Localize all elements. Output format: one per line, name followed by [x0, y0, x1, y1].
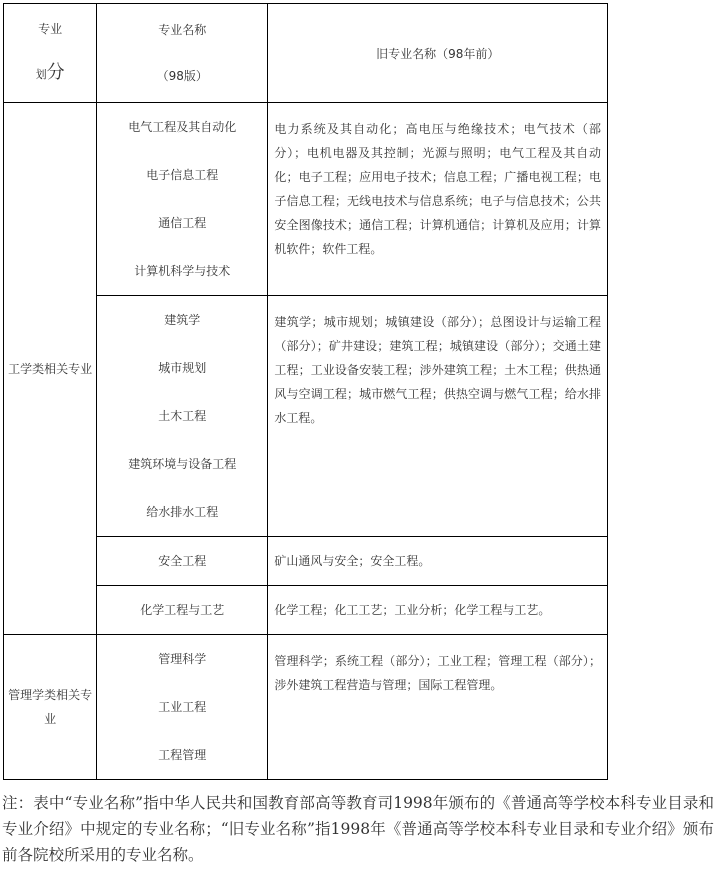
major-item: 建筑学	[164, 313, 201, 327]
new-majors-cell	[97, 635, 268, 780]
table-header-row	[4, 4, 608, 103]
major-item: 计算机科学与技术	[134, 264, 231, 278]
header-category-line1: 专业	[38, 22, 63, 36]
major-item: 通信工程	[158, 216, 207, 230]
table-row	[4, 103, 608, 296]
header-new-name-line2: （98版）	[156, 69, 208, 83]
major-item: 管理科学	[158, 652, 207, 666]
header-category-small: 划	[35, 68, 47, 81]
major-item: 化学工程与工艺	[140, 603, 225, 617]
major-item: 给水排水工程	[146, 505, 219, 519]
header-category-big: 分	[46, 62, 65, 83]
major-item: 安全工程	[158, 554, 207, 568]
major-item: 建筑环境与设备工程	[128, 457, 237, 471]
major-item: 城市规划	[158, 361, 207, 375]
header-new-name-line1: 专业名称	[158, 23, 207, 37]
header-category-line2	[4, 63, 96, 85]
new-majors-cell	[97, 537, 268, 586]
old-majors-cell: 化学工程；化工工艺；工业分析；化学工程与工艺。	[268, 586, 608, 635]
table-footnote: 注：表中“专业名称”指中华人民共和国教育部高等教育司1998年颁布的《普通高等学校本科专业目录和专业介绍》中规定的专业名称；“旧专业名称”指1998年《普通高等学校本科专业目录和专业介绍》颁布前各院校所采用的专业名称。	[2, 794, 714, 864]
old-majors-cell: 电力系统及其自动化；高电压与绝缘技术；电气技术（部分）；电机电器及其控制；光源与照明；电气工程及其自动化；电子工程；应用电子技术；信息工程；广播电视工程；电子信息工程；无线电技术与信息系统；电子与信息技术；公共安全图像技术；通信工程；计算机通信；计算机及应用；计算机软件；软件工程。	[268, 103, 608, 296]
table-row	[4, 635, 608, 780]
new-majors-cell	[97, 103, 268, 296]
major-item: 土木工程	[158, 409, 207, 423]
header-category-cell	[4, 4, 97, 103]
category-cell-engineering: 工学类相关专业	[4, 103, 97, 635]
major-item: 电子信息工程	[146, 168, 219, 182]
old-majors-cell: 管理科学；系统工程（部分）；工业工程；管理工程（部分）；涉外建筑工程营造与管理；国际工程管理。	[268, 635, 608, 780]
header-old-name-cell: 旧专业名称（98年前）	[268, 4, 608, 103]
major-item: 电气工程及其自动化	[128, 120, 237, 134]
major-item: 工程管理	[158, 748, 207, 762]
old-majors-cell: 建筑学；城市规划；城镇建设（部分）；总图设计与运输工程（部分）；矿井建设；建筑工程；城镇建设（部分）；交通土建工程；工业设备安装工程；涉外建筑工程；土木工程；供热通风与空调工程；城市燃气工程；供热空调与燃气工程；给水排水工程。	[268, 296, 608, 537]
new-majors-cell	[97, 586, 268, 635]
category-cell-management: 管理学类相关专业	[4, 635, 97, 780]
major-comparison-table	[3, 3, 608, 780]
old-majors-cell: 矿山通风与安全；安全工程。	[268, 537, 608, 586]
new-majors-cell	[97, 296, 268, 537]
header-new-name-cell	[97, 4, 268, 103]
major-item: 工业工程	[158, 700, 207, 714]
